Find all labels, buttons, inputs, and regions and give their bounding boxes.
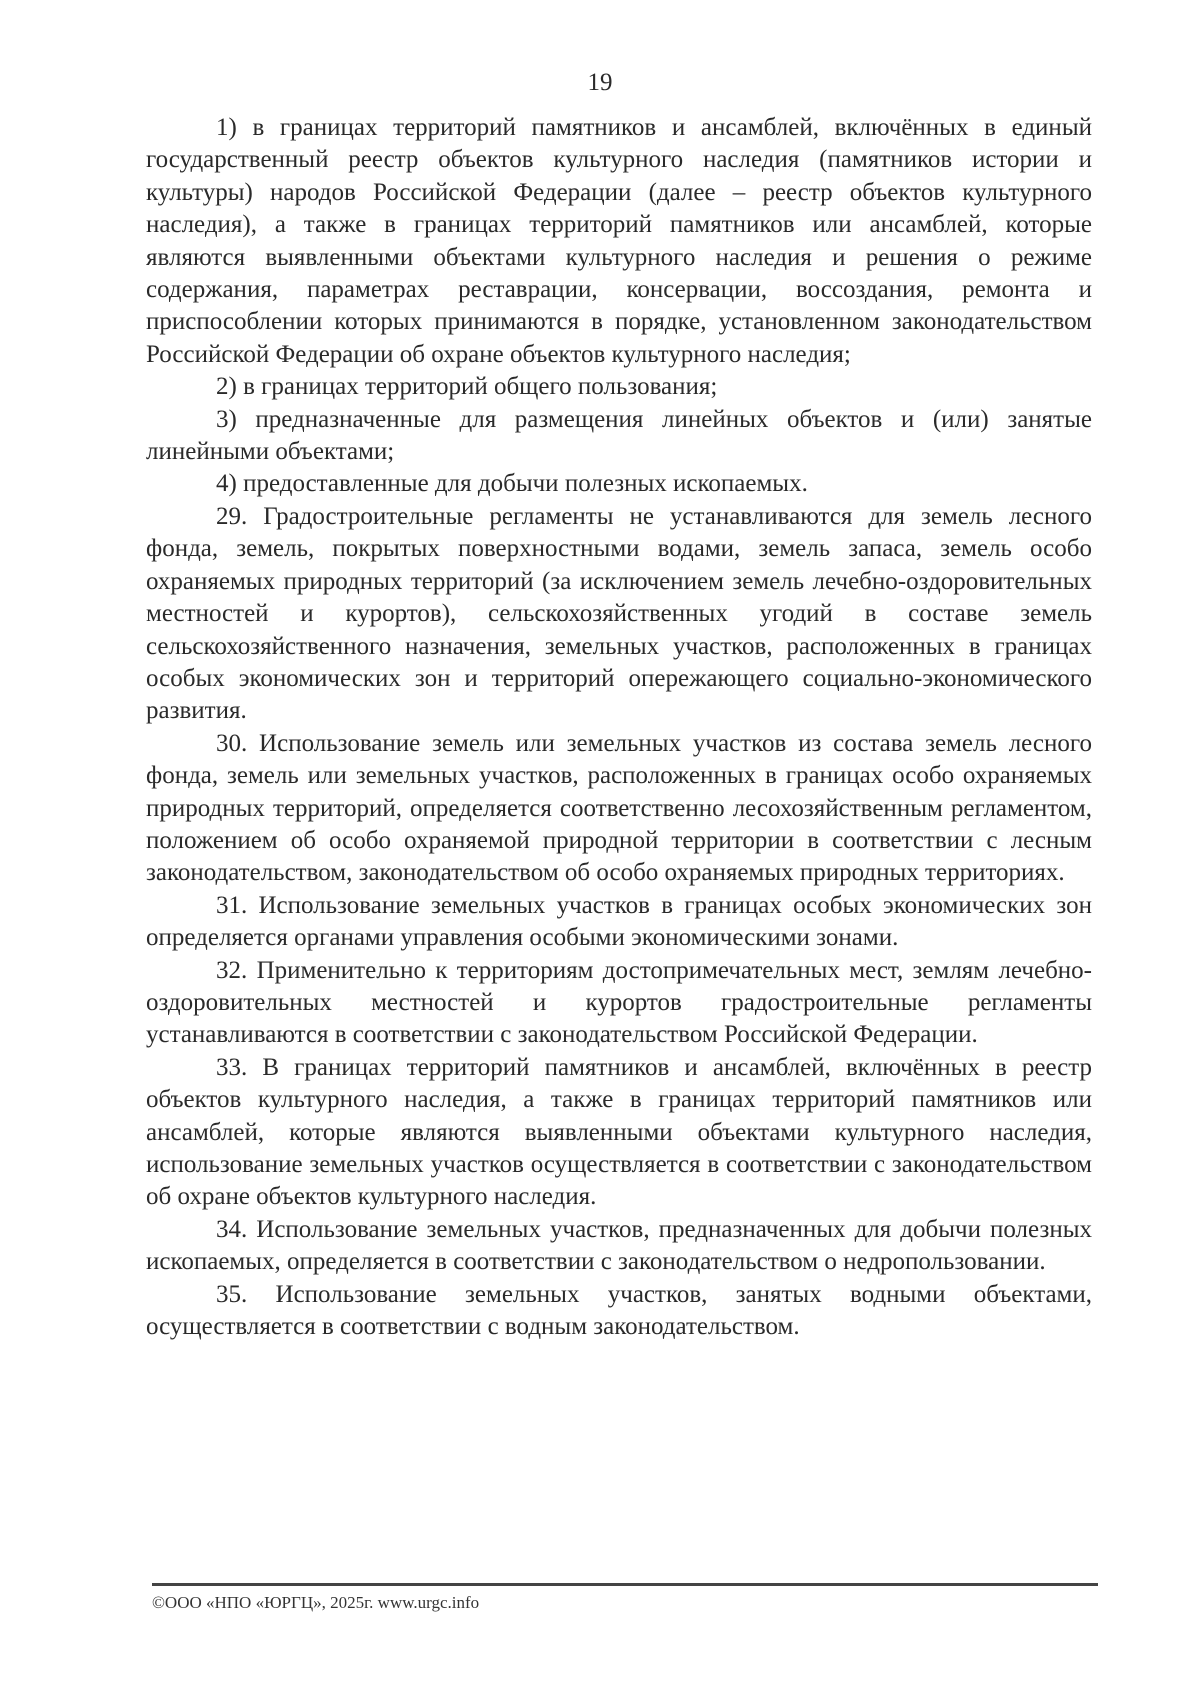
document-body — [146, 112, 1092, 1343]
paragraph-31: 31. Использование земельных участков в границах особых экономических зон определяется органами управления особыми экономическими зонами. — [146, 891, 1092, 952]
page-number: 19 — [587, 69, 613, 96]
paragraph-30: 30. Использование земель или земельных участков из состава земель лесного фонда, земель или земельных участков, расположенных в границах особо охраняемых природных территорий, определяется соответственно лесохозяйственным регламентом, положением об особо охраняемой природной территории в соответствии с лесным законодательством, законодательством об особо охраняемых природных территориях. — [146, 729, 1092, 887]
paragraph-33: 33. В границах территорий памятников и ансамблей, включённых в реестр объектов культурного наследия, а также в границах территорий памятников или ансамблей, которые являются выявленными объектами культурного наследия, использование земельных участков осуществляется в соответствии с законодательством об охране объектов культурного наследия. — [146, 1053, 1092, 1211]
paragraph-32: 32. Применительно к территориям достопримечательных мест, землям лечебно-оздоровительных местностей и курортов градостроительные регламенты устанавливаются в соответствии с законодательством Российской Федерации. — [146, 956, 1092, 1049]
paragraph-item-4: 4) предоставленные для добычи полезных ископаемых. — [216, 470, 808, 498]
paragraph-item-1: 1) в границах территорий памятников и ансамблей, включённых в единый государственный реестр объектов культурного наследия (памятников истории и культуры) народов Российской Федерации (далее – реестр объектов культурного наследия), а также в границах территорий памятников или ансамблей, которые являются выявленными объектами культурного наследия и решения о режиме содержания, параметрах реставрации, консервации, воссоздания, ремонта и приспособлении которых принимаются в порядке, установленном законодательством Российской Федерации об охране объектов культурного наследия; — [146, 114, 1092, 368]
paragraph-29: 29. Градостроительные регламенты не устанавливаются для земель лесного фонда, земель, покрытых поверхностными водами, земель запаса, земель особо охраняемых природных территорий (за исключением земель лечебно-оздоровительных местностей и курортов), сельскохозяйственных угодий в составе земель сельскохозяйственного назначения, земельных участков, расположенных в границах особых экономических зон и территорий опережающего социально-экономического развития. — [146, 502, 1092, 725]
paragraph-item-3: 3) предназначенные для размещения линейных объектов и (или) занятые линейными объектами; — [146, 405, 1092, 466]
footer-divider — [152, 1583, 1098, 1586]
paragraph-35: 35. Использование земельных участков, занятых водными объектами, осуществляется в соответствии с водным законодательством. — [146, 1280, 1092, 1341]
paragraph-item-2: 2) в границах территорий общего пользования; — [216, 373, 718, 401]
paragraph-34: 34. Использование земельных участков, предназначенных для добычи полезных ископаемых, определяется в соответствии с законодательством о недропользовании. — [146, 1215, 1092, 1276]
footer-copyright: ©ООО «НПО «ЮРГЦ», 2025г. www.urgc.info — [152, 1593, 480, 1612]
